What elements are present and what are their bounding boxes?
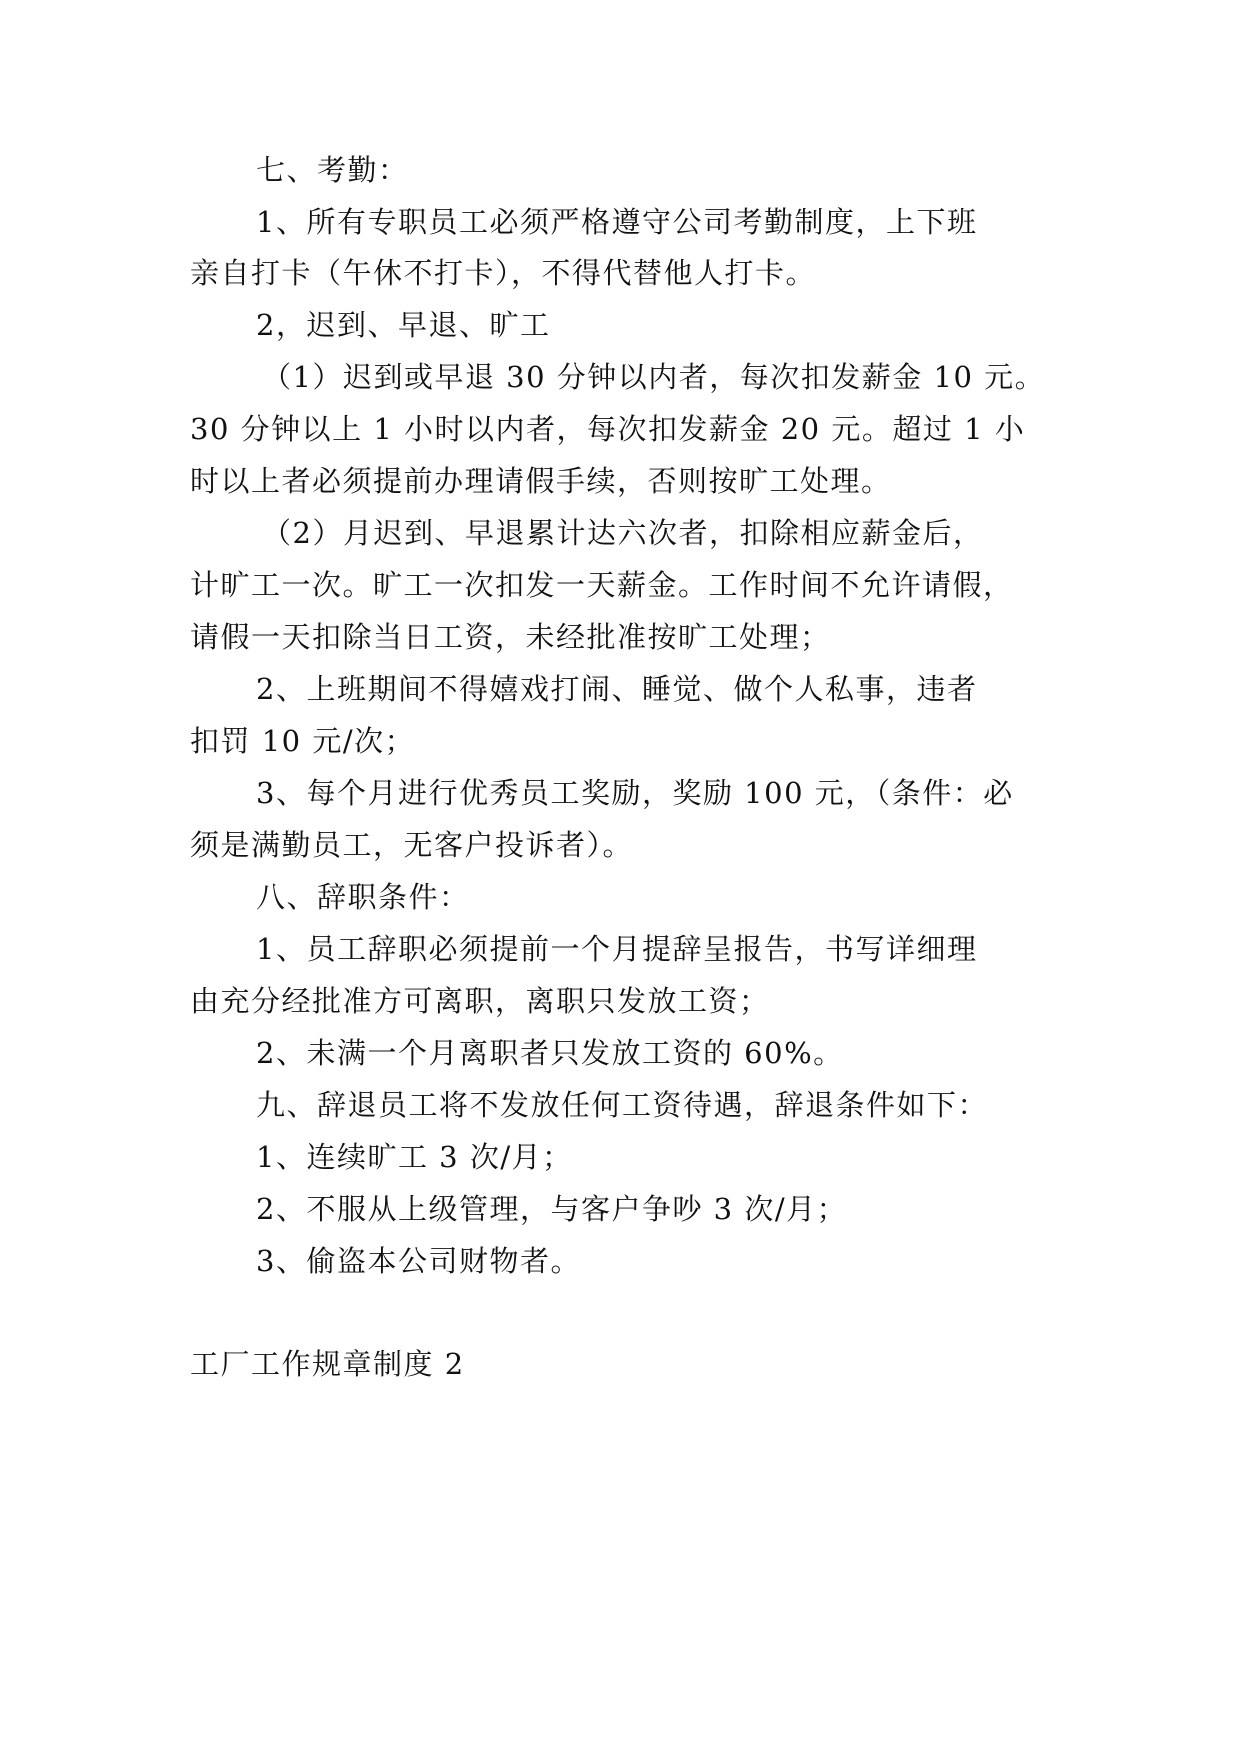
section-heading-8: 八、辞职条件：	[256, 880, 470, 914]
paragraph-line: 2、未满一个月离职者只发放工资的 60%。	[256, 1036, 844, 1070]
section-heading-7: 七、考勤：	[256, 153, 409, 187]
paragraph-line: 计旷工一次。旷工一次扣发一天薪金。工作时间不允许请假，	[190, 568, 1014, 602]
paragraph-line: 时以上者必须提前办理请假手续，否则按旷工处理。	[190, 464, 892, 498]
paragraph-line: 3、每个月进行优秀员工奖励，奖励 100 元，（条件：必	[256, 776, 1014, 810]
paragraph-line: 3、偷盗本公司财物者。	[256, 1244, 581, 1278]
paragraph-line: 扣罚 10 元/次；	[190, 724, 416, 758]
paragraph-line: 2、不服从上级管理，与客户争吵 3 次/月；	[256, 1192, 848, 1226]
paragraph-line: 须是满勤员工，无客户投诉者）。	[190, 828, 634, 862]
next-document-title: 工厂工作规章制度 2	[190, 1347, 465, 1381]
paragraph-line: 亲自打卡（午休不打卡），不得代替他人打卡。	[190, 256, 817, 290]
paragraph-line: 请假一天扣除当日工资，未经批准按旷工处理；	[190, 620, 831, 654]
paragraph-line: 1、员工辞职必须提前一个月提辞呈报告，书写详细理	[256, 932, 978, 966]
paragraph-line: 1、所有专职员工必须严格遵守公司考勤制度，上下班	[256, 205, 978, 239]
section-heading-9: 九、辞退员工将不发放任何工资待遇，辞退条件如下：	[256, 1088, 989, 1122]
paragraph-line: 由充分经批准方可离职，离职只发放工资；	[190, 984, 770, 1018]
paragraph-line: 2、上班期间不得嬉戏打闹、睡觉、做个人私事，违者	[256, 672, 978, 706]
paragraph-line: 2，迟到、早退、旷工	[256, 308, 551, 342]
paragraph-line: （2）月迟到、早退累计达六次者，扣除相应薪金后，	[262, 516, 984, 550]
paragraph-line: 30 分钟以上 1 小时以内者，每次扣发薪金 20 元。超过 1 小	[190, 412, 1026, 446]
paragraph-line: 1、连续旷工 3 次/月；	[256, 1140, 573, 1174]
paragraph-line: （1）迟到或早退 30 分钟以内者，每次扣发薪金 10 元。	[262, 360, 1046, 394]
